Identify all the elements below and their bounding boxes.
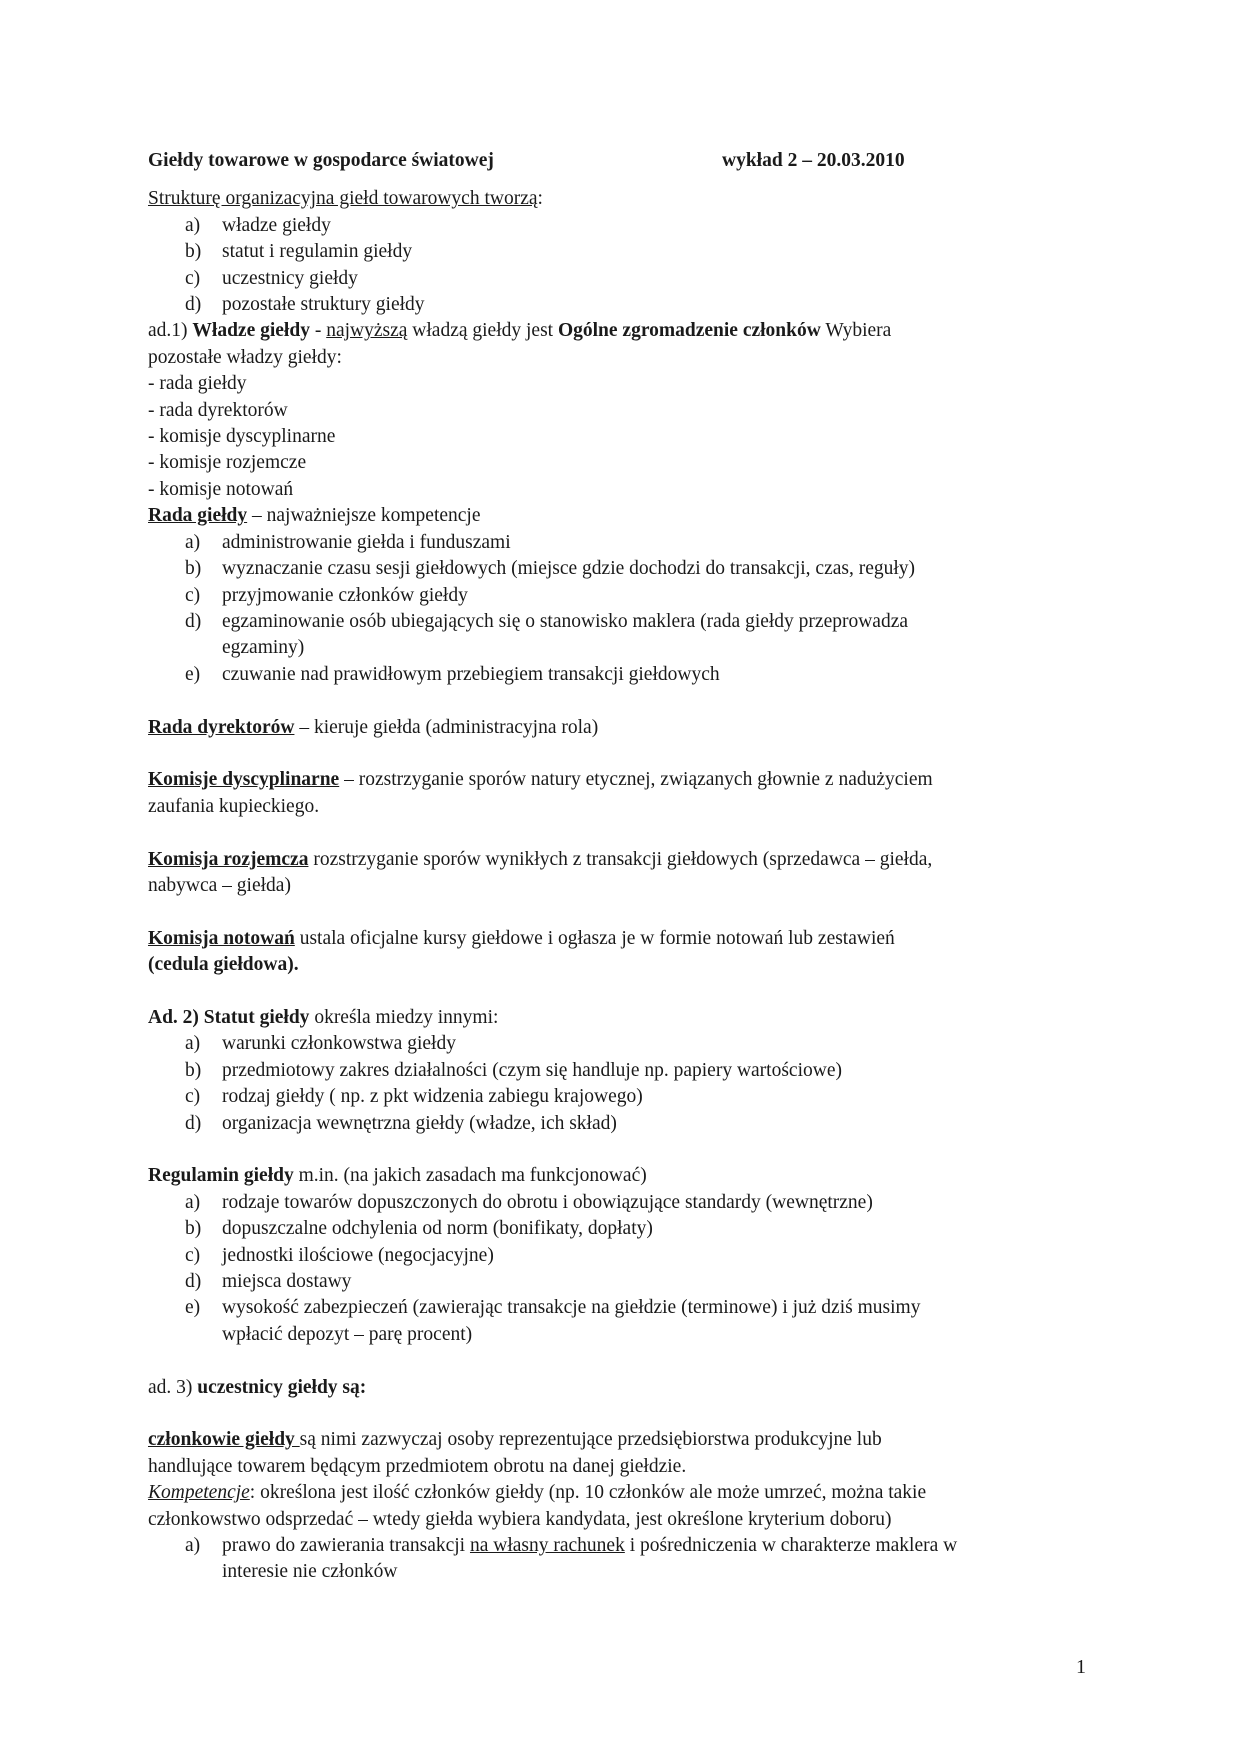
- list-item: d) organizacja wewnętrzna giełdy (władze, ich skład): [185, 1112, 617, 1134]
- list-item: c) rodzaj giełdy ( np. z pkt widzenia zabiegu krajowego): [185, 1086, 643, 1108]
- authority-item: - rada dyrektorów: [148, 399, 288, 421]
- regulamin-heading: Regulamin giełdy m.in. (na jakich zasadach ma funkcjonować): [148, 1165, 647, 1187]
- list-item: b) dopuszczalne odchylenia od norm (bonifikaty, dopłaty): [185, 1218, 653, 1240]
- paragraph-cont: członkowstwo odsprzedać – wtedy giełda wybiera kandydata, jest określone kryterium doboru): [148, 1508, 892, 1530]
- ad1-paragraph-cont: pozostałe władzy giełdy:: [148, 346, 342, 368]
- ad3-heading: ad. 3) uczestnicy giełdy są:: [148, 1376, 367, 1398]
- list-item: b) przedmiotowy zakres działalności (czym się handluje np. papiery wartościowe): [185, 1059, 842, 1081]
- list-item: a) władze giełdy: [185, 214, 331, 236]
- structure-heading: Strukturę organizacyjna giełd towarowych tworzą:: [148, 188, 543, 210]
- rada-gieldy-heading: Rada giełdy – najważniejsze kompetencje: [148, 505, 481, 527]
- header-row: [148, 148, 1098, 174]
- list-item: e) czuwanie nad prawidłowym przebiegiem transakcji giełdowych: [185, 663, 720, 685]
- rada-dyrektorow-paragraph: Rada dyrektorów – kieruje giełda (administracyjna rola): [148, 716, 599, 738]
- list-item: a) warunki członkowstwa giełdy: [185, 1033, 456, 1055]
- list-item: c) przyjmowanie członków giełdy: [185, 584, 468, 606]
- list-item: b) statut i regulamin giełdy: [185, 241, 413, 263]
- komisja-rozjemcza-paragraph: Komisja rozjemcza rozstrzyganie sporów wynikłych z transakcji giełdowych (sprzedawca – giełda,: [148, 848, 933, 870]
- document-body: [148, 148, 1098, 1586]
- paragraph-cont: handlujące towarem będącym przedmiotem obrotu na danej giełdzie.: [148, 1455, 687, 1477]
- authority-item: - rada giełdy: [148, 373, 247, 395]
- authority-item: - komisje dyscyplinarne: [148, 426, 336, 448]
- paragraph-cont: (cedula giełdowa).: [148, 954, 299, 976]
- authority-item: - komisje notowań: [148, 478, 294, 500]
- list-item: d) egzaminowanie osób ubiegających się o stanowisko maklera (rada giełdy przeprowadza: [185, 610, 909, 632]
- komisja-notowan-paragraph: Komisja notowań ustala oficjalne kursy giełdowe i ogłasza je w formie notowań lub zestawień: [148, 927, 895, 949]
- authority-item: - komisje rozjemcze: [148, 452, 307, 474]
- list-item: a) rodzaje towarów dopuszczonych do obrotu i obowiązujące standardy (wewnętrzne): [185, 1191, 873, 1213]
- list-item: b) wyznaczanie czasu sesji giełdowych (miejsce gdzie dochodzi do transakcji, czas, reguły): [185, 558, 916, 580]
- paragraph-cont: nabywca – giełda): [148, 874, 291, 896]
- ad2-heading: Ad. 2) Statut giełdy określa miedzy innymi:: [148, 1006, 499, 1028]
- list-item-cont: egzaminy): [222, 637, 305, 659]
- list-item-cont: wpłacić depozyt – parę procent): [222, 1323, 473, 1345]
- czlonkowie-paragraph: członkowie giełdy są nimi zazwyczaj osoby reprezentujące przedsiębiorstwa produkcyjne lub: [148, 1429, 882, 1451]
- ad1-paragraph: ad.1) Władze giełdy - najwyższą władzą giełdy jest Ogólne zgromadzenie członków Wybiera: [148, 320, 892, 342]
- list-item: d) pozostałe struktury giełdy: [185, 294, 425, 316]
- kompetencje-paragraph: Kompetencje: określona jest ilość członków giełdy (np. 10 członków ale może umrzeć, można takie: [148, 1482, 927, 1504]
- list-item: c) uczestnicy giełdy: [185, 267, 358, 289]
- list-item: d) miejsca dostawy: [185, 1270, 352, 1292]
- lecture-date: wykład 2 – 20.03.2010: [722, 150, 905, 171]
- list-item: a) prawo do zawierania transakcji na własny rachunek i pośredniczenia w charakterze maklera w: [185, 1535, 958, 1556]
- list-item: a) administrowanie giełda i funduszami: [185, 531, 511, 553]
- list-item: c) jednostki ilościowe (negocjacyjne): [185, 1244, 494, 1266]
- komisje-dyscyplinarne-paragraph: Komisje dyscyplinarne – rozstrzyganie sporów natury etycznej, związanych głownie z nadużyciem: [148, 769, 933, 791]
- list-item: e) wysokość zabezpieczeń (zawierając transakcje na giełdzie (terminowe) i już dziś musimy: [185, 1297, 921, 1319]
- list-item-cont: interesie nie członków: [222, 1561, 398, 1583]
- page-number: 1: [1076, 1656, 1086, 1678]
- document-title: Giełdy towarowe w gospodarce światowej: [148, 150, 494, 171]
- paragraph-cont: zaufania kupieckiego.: [148, 795, 320, 817]
